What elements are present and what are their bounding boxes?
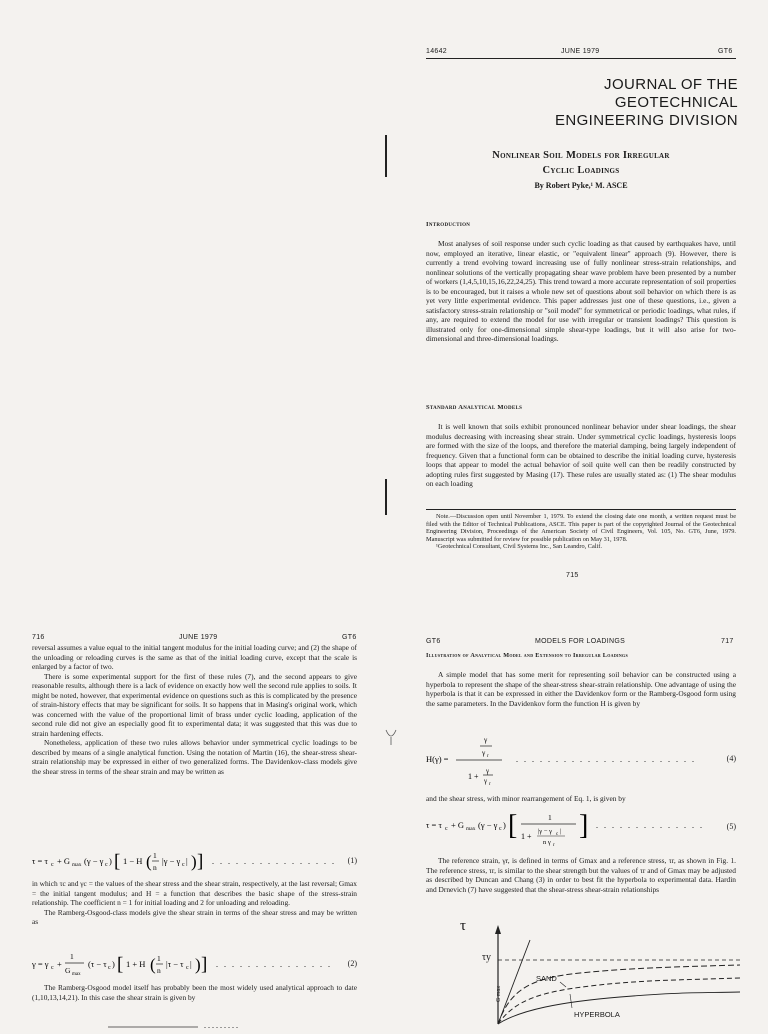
header-page-number: 717 [721, 638, 734, 645]
svg-text:): ) [191, 852, 197, 871]
paragraph: and the shear stress, with minor rearrangement of Eq. 1, is given by [426, 794, 626, 803]
paragraph: Nonetheless, application of these two rules allows behavior under symmetrical cyclic loadings to be described by means of a single analytical function. Using the notation of Martin (16), the shear-stress shear-strain relationship may be expressed in either of two generalized forms. The Davidenkov-class models give the shear stress in terms of the shear strain and may be written as [32, 738, 357, 776]
svg-text:c: c [182, 862, 185, 868]
svg-text:. . . . . . . . . . . . . . .: . . . . . . . . . . . . . . . . . . . . . . . [516, 755, 696, 764]
section-heading-standard-models: Standard Analytical Models [426, 404, 523, 411]
header-rule [426, 58, 736, 59]
header-code: GT6 [718, 48, 733, 55]
svg-text:n γ: n γ [543, 839, 551, 846]
svg-text:c: c [105, 862, 108, 868]
margin-mark [385, 728, 397, 746]
svg-text:r: r [489, 782, 491, 787]
svg-text:(γ − γ: (γ − γ [478, 820, 498, 830]
standard-models-paragraph [426, 422, 736, 489]
svg-text:|: | [186, 856, 188, 866]
journal-title-line: JOURNAL OF THE [604, 76, 738, 93]
standard-models-text: It is well known that soils exhibit pronounced nonlinear behavior under shear loadings, the shear modulus decreasing with increasing shear strain. Under symmetrical cyclic loadings, hysteresis loops are formed with the size of the loops, and therefore the material damping, being largely independent of frequency. Given that a functional form can be obtained to describe the initial loading curve, hysteresis loops that appear to model the actual behavior of soil quite well can then be readily constructed by adopting rules first suggested by Masing (17). These rules are usually stated as: (1) The shear modulus on each loading [426, 422, 736, 488]
section-heading-introduction: Introduction [426, 221, 471, 228]
note-text: Note.—Discussion open until November 1, 1979. To extend the closing date one month, a written request must be filed with the Editor of Technical Publications, ASCE. This paper is part of the copyrighted Journal of the Geotechnical Engineering Division, Proceedings of the American Society of Civil Engineers, Vol. 105, No. GT6, June, 1979. Manuscript was submitted for review for possible publication on May 31, 1978. [426, 513, 736, 543]
header-paper-number: 14642 [426, 48, 447, 55]
figure-lower-curve [498, 992, 740, 1024]
svg-text:max: max [466, 826, 476, 832]
header-date: JUNE 1979 [179, 634, 218, 641]
header-running-title: MODELS FOR LOADINGS [535, 638, 626, 645]
equation-4-drawing [426, 732, 736, 790]
svg-text:G: G [65, 966, 71, 975]
figure-y-axis-label: τ [460, 918, 467, 934]
paper-title-line-1: Nonlinear Soil Models for Irregular [492, 150, 670, 161]
svg-text:(τ − τ: (τ − τ [88, 959, 107, 969]
svg-text:c: c [186, 965, 189, 971]
figure-hyperbola-label: HYPERBOLA [574, 1010, 620, 1019]
svg-text:|γ − γ: |γ − γ [162, 856, 181, 866]
svg-text:|: | [190, 959, 192, 969]
svg-text:1: 1 [548, 813, 552, 822]
svg-text:. . . . . . . . . . . . . . .: . . . . . . . . . . . . . . . [216, 960, 332, 969]
page717-body-top [426, 670, 736, 708]
paragraph: The reference strain, γr, is defined in terms of Gmax and a reference stress, τr, as shown in Fig. 1. The reference stress, τr, is similar to the shear strength but the values of τr and of Gmax may be adjusted as described by Duncan and Chang (3) in order to best fit the hyperbola to experimental data. Hardin and Drnevich (7) have suggested that the shear-stress shear-strain relationships [426, 856, 736, 894]
svg-text:|τ − τ: |τ − τ [166, 959, 184, 969]
figure-gmax-label: G max [496, 985, 502, 1002]
paper-title-line-2: Cyclic Loadings [542, 165, 620, 176]
svg-text:1: 1 [157, 954, 161, 963]
page716-body-bottom [32, 983, 357, 1002]
svg-text:r: r [553, 843, 555, 848]
svg-text:]: ] [201, 954, 208, 975]
figure-sand-label: SAND [536, 974, 557, 983]
page716-body-top [32, 643, 357, 776]
svg-text:1 − H: 1 − H [123, 856, 143, 866]
equation-2 [32, 950, 357, 978]
header-page-number: 716 [32, 634, 45, 641]
journal-title-line: ENGINEERING DIVISION [554, 112, 738, 129]
equation-5-number: (5) [726, 822, 736, 831]
svg-text:[: [ [114, 851, 121, 872]
svg-text:1 +: 1 + [468, 772, 479, 781]
equation-2-number: (2) [347, 959, 357, 968]
svg-text:c: c [108, 965, 111, 971]
svg-text:γ: γ [484, 735, 488, 744]
note-rule [426, 509, 736, 510]
svg-text:c: c [445, 826, 448, 832]
equation-5 [426, 810, 736, 850]
svg-text:[: [ [508, 810, 518, 841]
author-line: By Robert Pyke,¹ M. ASCE [534, 181, 628, 190]
svg-text:max: max [72, 862, 82, 868]
svg-text:[: [ [117, 954, 124, 975]
page717-body-bottom [426, 856, 736, 894]
svg-text:1 + H: 1 + H [126, 959, 146, 969]
svg-text:τ = τ: τ = τ [32, 856, 48, 866]
svg-text:): ) [112, 959, 115, 969]
svg-text:+ G: + G [57, 856, 71, 866]
header-date: JUNE 1979 [561, 48, 600, 55]
introduction-paragraph [426, 239, 736, 344]
journal-title-line: GEOTECHNICAL [614, 94, 738, 111]
svg-text:1: 1 [153, 851, 157, 860]
paragraph: in which τc and γc = the values of the shear stress and the shear strain, respectively, at the last reversal; Gmax = the initial tangent modulus; and H = a function that describes the basic shape of the stress-strain relationship. The coefficient n = 1 for initial loading and 2 for unloading and reloading. [32, 879, 357, 907]
svg-text:(γ − γ: (γ − γ [84, 856, 104, 866]
page717-body-mid [426, 794, 736, 804]
svg-text:+ G: + G [451, 820, 465, 830]
header-code: GT6 [342, 634, 357, 641]
svg-text:|: | [560, 828, 562, 835]
svg-text:max: max [72, 972, 81, 977]
header-code: GT6 [426, 638, 441, 645]
equation-1 [32, 850, 357, 874]
svg-text:(: ( [150, 955, 156, 974]
svg-text:γ: γ [484, 777, 488, 785]
svg-text:]: ] [197, 851, 204, 872]
svg-text:1 +: 1 + [521, 832, 532, 841]
svg-text:γ: γ [482, 748, 486, 757]
figure-tau-y-label: τy [482, 952, 492, 963]
section-heading-illustration: Illustration of Analytical Model and Extension to Irregular Loadings [426, 652, 628, 659]
equation-5-drawing [426, 810, 736, 850]
svg-text:c: c [51, 965, 54, 971]
paragraph: There is some experimental support for the first of these rules (7), and the second appears to give reasonable results, although there is a lack of evidence on exactly how well the second rule applies to soils. It might be noted, however, that experimental evidence on questions such as this is complicated by the presence of strain-history effects that may be significant for soils. It so happens that in Masing's original work, which was concerned with the value of the proportional limit of brass under cyclic loading, application of the second rule did not give an especially good fit to experimental data; it was suggested that this was due to strain hardening effects. [32, 671, 357, 738]
page716-body-mid [32, 879, 357, 927]
figure-1 [460, 918, 740, 1024]
svg-text:γ: γ [486, 767, 490, 775]
cut-off-equation-3 [88, 1016, 288, 1030]
svg-text:τ = τ: τ = τ [426, 820, 442, 830]
equation-4-number: (4) [726, 754, 736, 763]
equation-2-drawing [32, 950, 357, 978]
cut-off-equation-3-drawing [88, 1021, 288, 1029]
svg-text:1: 1 [70, 952, 74, 961]
margin-bar [385, 135, 387, 177]
equation-4 [426, 732, 736, 790]
svg-text:c: c [51, 862, 54, 868]
svg-text:): ) [195, 955, 201, 974]
svg-text:. . . . . . . . . . . . . .: . . . . . . . . . . . . . . [596, 821, 704, 830]
figure-y-axis-arrow [495, 925, 501, 934]
svg-text:n: n [153, 863, 157, 872]
margin-mark-drawing [385, 728, 397, 746]
margin-bar [385, 479, 387, 515]
paragraph: reversal assumes a value equal to the initial tangent modulus for the initial loading curve; and (2) the shape of the unloading or reloading curves is the same as that of the initial loading curve, except that the scale is enlarged by a factor of two. [32, 643, 357, 671]
equation-1-drawing [32, 850, 357, 874]
journal-title [438, 76, 738, 130]
svg-text:+: + [57, 959, 62, 969]
paragraph: The Ramberg-Osgood-class models give the shear strain in terms of the shear stress and may be written as [32, 907, 357, 926]
svg-text:): ) [503, 820, 506, 830]
page-number-715: 715 [566, 572, 579, 579]
equation-1-number: (1) [347, 856, 357, 865]
svg-text:H(γ) =: H(γ) = [426, 754, 449, 764]
svg-text:c: c [499, 826, 502, 832]
svg-text:): ) [109, 856, 112, 866]
paragraph: The Ramberg-Osgood model itself has probably been the most widely used analytical approach to date (1,10,13,14,21). In this case the shear strain is given by [32, 983, 357, 1002]
author-footnote: ¹Geotechnical Consultant, Civil Systems Inc., San Leandro, Calif. [436, 543, 602, 551]
svg-text:]: ] [579, 810, 589, 841]
svg-text:γ = γ: γ = γ [32, 959, 49, 969]
introduction-text: Most analyses of soil response under such cyclic loading as that caused by earthquakes have, until now, employed an iterative, linear elastic, or "equivalent linear" approach (9). However, there is currently a trend evolving toward increasing use of fully nonlinear stress-strain relationships, and nonlinear solutions of the vertically propagating shear wave problem have been presented by a number of workers (1,4,5,10,15,16,22,24,25). This trend toward a more accurate representation of soil properties is to be encouraged, but it raises a whole new set of questions about soil behavior on which there is as yet very little experimental evidence. This paper addresses just one of these questions, i.e., given a satisfactory stress-strain relationship or "soil model" for symmetrical or periodic loadings, what rules, if any, are required to extend the model for use with irregular or transient loadings? This question is illustrated only for one-dimensional simple shear-type loadings, but it will also arise for two-dimensional and three-dimensional loadings. [426, 239, 736, 343]
svg-text:n: n [157, 966, 161, 975]
svg-text:r: r [487, 754, 489, 759]
svg-text:. . . . . . . . .: . . . . . . . . . [204, 1021, 238, 1030]
figure-1-drawing [470, 920, 740, 1024]
svg-text:c: c [556, 832, 559, 837]
discussion-note [426, 513, 736, 551]
paragraph: A simple model that has some merit for representing soil behavior can be constructed using a hyperbola to represent the shape of the shear-stress shear-strain relationship. One advantage of using the hyperbola is that it can be expressed in either the Davidenkov form or the Ramberg-Osgood form using the same parameters. In the Davidenkov form the function H is given by [426, 670, 736, 708]
svg-text:. . . . . . . . . . . . . . .: . . . . . . . . . . . . . . . . [212, 857, 336, 866]
svg-text:(: ( [146, 852, 152, 871]
svg-text:|γ − γ: |γ − γ [538, 828, 552, 835]
